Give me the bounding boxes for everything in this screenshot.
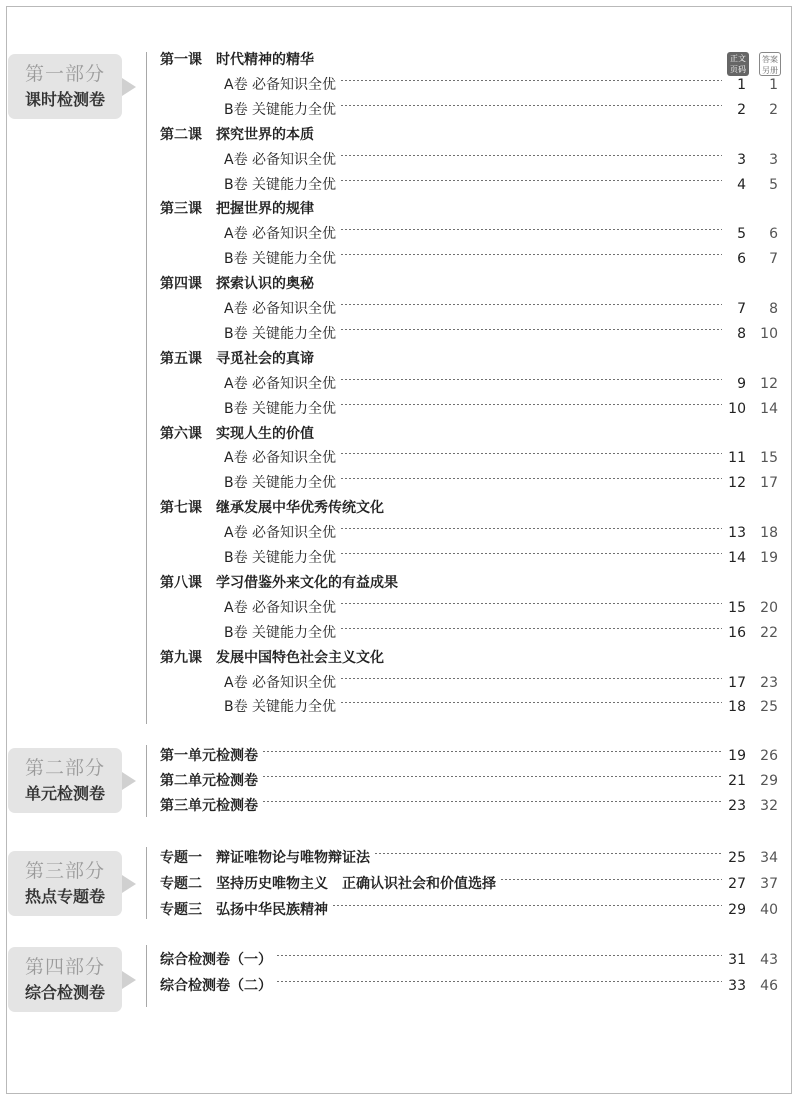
dot-leader: [340, 328, 722, 330]
part-label-4: [8, 947, 122, 1012]
toc-entry[interactable]: [160, 150, 782, 170]
toc-entry-label: A卷 必备知识全优: [224, 226, 337, 243]
dot-leader: [340, 627, 722, 629]
toc-entry[interactable]: [160, 950, 782, 970]
dot-leader: [374, 852, 722, 854]
part-arrow-icon: [122, 772, 136, 790]
dot-leader: [340, 179, 722, 181]
part-title: 第二部分: [24, 757, 105, 779]
toc-entry-label: 综合检测卷（二）: [160, 978, 272, 994]
toc-entry-label: A卷 必备知识全优: [224, 301, 337, 317]
page-number: 14: [728, 550, 746, 566]
toc-lesson-heading[interactable]: [160, 498, 782, 518]
answer-page-number: 32: [760, 798, 778, 814]
toc-entry-label: A卷 必备知识全优: [224, 76, 337, 93]
section-divider: [146, 945, 147, 1007]
toc-entry-label: B卷 关键能力全优: [224, 176, 337, 193]
dot-leader: [340, 527, 722, 529]
answer-page-number: 5: [769, 176, 778, 193]
page-number: 21: [728, 773, 746, 789]
toc-entry-label: A卷 必备知识全优: [224, 674, 337, 691]
answer-page-number: 22: [760, 624, 778, 641]
dot-leader: [332, 904, 722, 906]
page-number: 25: [728, 850, 746, 866]
dot-leader: [262, 800, 722, 802]
answer-page-number: 23: [760, 674, 778, 691]
dot-leader: [340, 253, 722, 255]
toc-entry[interactable]: [160, 224, 782, 244]
part-subtitle: 综合检测卷: [24, 983, 105, 1002]
answer-page-number: 18: [760, 525, 778, 542]
part-label-2: [8, 748, 122, 813]
answer-page-number: 2: [769, 101, 778, 118]
toc-entry-label: B卷 关键能力全优: [224, 699, 337, 716]
toc-entry-label: B卷 关键能力全优: [224, 101, 337, 118]
answer-page-number: 10: [760, 325, 778, 342]
toc-entry-label: A卷 必备知识全优: [224, 151, 337, 168]
page-number: 15: [728, 599, 746, 616]
answer-page-number: 14: [760, 400, 778, 417]
page-number: 12: [728, 475, 746, 492]
toc-entry[interactable]: [160, 976, 782, 996]
toc-entry[interactable]: [160, 623, 782, 643]
page-number: 6: [737, 251, 746, 268]
dot-leader: [262, 750, 722, 752]
toc-lesson-heading[interactable]: [160, 274, 782, 294]
page-number: 16: [728, 624, 746, 641]
page-number: 29: [728, 902, 746, 918]
answer-page-number: 37: [760, 876, 778, 892]
toc-lesson-heading[interactable]: [160, 50, 782, 70]
part-subtitle: 单元检测卷: [24, 784, 105, 803]
toc-entry[interactable]: [160, 771, 782, 791]
toc-entry[interactable]: [160, 100, 782, 120]
part-label-1: [8, 54, 122, 119]
answer-page-number: 17: [760, 475, 778, 492]
dot-leader: [276, 980, 722, 982]
toc-entry[interactable]: [160, 598, 782, 618]
toc-entry-label: B卷 关键能力全优: [224, 251, 337, 268]
answer-page-number: 46: [760, 978, 778, 994]
toc-entry[interactable]: [160, 399, 782, 419]
dot-leader: [340, 104, 722, 106]
toc-entry-label: B卷 关键能力全优: [224, 624, 337, 641]
toc-entry[interactable]: [160, 673, 782, 693]
toc-entry-label: 第七课 继承发展中华优秀传统文化: [160, 500, 384, 517]
answer-page-number: 7: [769, 251, 778, 268]
dot-leader: [340, 677, 722, 679]
toc-entry[interactable]: [160, 900, 782, 920]
toc-entry[interactable]: [160, 75, 782, 95]
toc-entry-label: 第五课 寻觅社会的真谛: [160, 350, 314, 367]
page-number: 13: [728, 525, 746, 542]
toc-entry-label: A卷 必备知识全优: [224, 525, 337, 542]
part-title: 第四部分: [24, 956, 105, 978]
page-number: 2: [737, 101, 746, 118]
toc-entry[interactable]: [160, 548, 782, 568]
dot-leader: [340, 403, 722, 405]
page-number: 31: [728, 952, 746, 968]
dot-leader: [340, 79, 722, 81]
part-subtitle: 课时检测卷: [24, 90, 105, 109]
page-number: 8: [737, 325, 746, 342]
toc-entry-label: 第二课 探究世界的本质: [160, 126, 314, 143]
page-number: 19: [728, 748, 746, 764]
toc-entry-label: A卷 必备知识全优: [224, 599, 337, 616]
answer-page-number: 40: [760, 902, 778, 918]
toc-entry-label: 第四课 探索认识的奥秘: [160, 276, 314, 293]
answer-page-number: 25: [760, 699, 778, 716]
toc-entry-label: 综合检测卷（一）: [160, 952, 272, 968]
section-divider: [146, 52, 147, 724]
toc-entry-label: 第一课 时代精神的精华: [160, 52, 314, 68]
toc-entry-label: 第八课 学习借鉴外来文化的有益成果: [160, 574, 398, 591]
page-number: 4: [737, 176, 746, 193]
answer-page-number: 12: [760, 375, 778, 392]
dot-leader: [262, 775, 722, 777]
answer-page-number: 3: [769, 151, 778, 168]
page-number: 27: [728, 876, 746, 892]
toc-entry[interactable]: [160, 796, 782, 816]
toc-entry-label: 第二单元检测卷: [160, 773, 258, 789]
dot-leader: [340, 303, 722, 305]
toc-entry[interactable]: [160, 324, 782, 344]
answer-page-number: 43: [760, 952, 778, 968]
toc-entry[interactable]: [160, 448, 782, 468]
part-arrow-icon: [122, 971, 136, 989]
answer-page-number: 34: [760, 850, 778, 866]
dot-leader: [276, 954, 722, 956]
part-arrow-icon: [122, 875, 136, 893]
part-label-3: [8, 851, 122, 916]
answer-page-number: 19: [760, 550, 778, 566]
toc-entry-label: 第三单元检测卷: [160, 798, 258, 814]
part-arrow-icon: [122, 78, 136, 96]
dot-leader: [340, 602, 722, 604]
dot-leader: [340, 228, 722, 230]
dot-leader: [340, 154, 722, 156]
page-number-column-header: 正文 页码: [727, 52, 749, 76]
toc-lesson-heading[interactable]: [160, 424, 782, 444]
answer-page-number: 8: [769, 301, 778, 317]
page-number: 23: [728, 798, 746, 814]
toc-entry-label: 第三课 把握世界的规律: [160, 201, 314, 218]
dot-leader: [340, 552, 722, 554]
page-number: 18: [728, 699, 746, 716]
toc-lesson-heading[interactable]: [160, 199, 782, 219]
page-number: 11: [728, 450, 746, 467]
answer-page-number: 20: [760, 599, 778, 616]
page-number: 5: [737, 226, 746, 243]
toc-entry-label: 专题二 坚持历史唯物主义 正确认识社会和价值选择: [160, 876, 496, 892]
page-number: 3: [737, 151, 746, 168]
page-number: 33: [728, 978, 746, 994]
toc-entry-label: B卷 关键能力全优: [224, 550, 337, 566]
part-subtitle: 热点专题卷: [24, 887, 105, 906]
toc-entry[interactable]: [160, 874, 782, 894]
toc-lesson-heading[interactable]: [160, 349, 782, 369]
dot-leader: [340, 378, 722, 380]
toc-entry-label: A卷 必备知识全优: [224, 375, 337, 392]
toc-entry[interactable]: [160, 523, 782, 543]
toc-lesson-heading[interactable]: [160, 648, 782, 668]
answer-page-number: 29: [760, 773, 778, 789]
answer-page-number: 26: [760, 748, 778, 764]
toc-entry-label: B卷 关键能力全优: [224, 400, 337, 417]
dot-leader: [340, 477, 722, 479]
dot-leader: [340, 452, 722, 454]
part-title: 第三部分: [24, 860, 105, 882]
toc-entry[interactable]: [160, 697, 782, 717]
part-title: 第一部分: [24, 63, 105, 85]
toc-entry-label: 专题三 弘扬中华民族精神: [160, 902, 328, 918]
page-number: 17: [728, 674, 746, 691]
answer-page-number: 15: [760, 450, 778, 467]
toc-entry[interactable]: [160, 374, 782, 394]
section-divider: [146, 847, 147, 919]
toc-entry[interactable]: [160, 473, 782, 493]
toc-entry-label: A卷 必备知识全优: [224, 450, 337, 467]
toc-entry[interactable]: [160, 249, 782, 269]
toc-entry[interactable]: [160, 746, 782, 766]
toc-entry[interactable]: [160, 175, 782, 195]
page-number: 10: [728, 400, 746, 417]
toc-entry-label: B卷 关键能力全优: [224, 475, 337, 492]
toc-lesson-heading[interactable]: [160, 125, 782, 145]
toc-entry-label: 第一单元检测卷: [160, 748, 258, 764]
toc-entry-label: 第六课 实现人生的价值: [160, 425, 314, 442]
answer-page-number: 6: [769, 226, 778, 243]
dot-leader: [340, 701, 722, 703]
page-number: 1: [737, 76, 746, 93]
toc-entry-label: 专题一 辩证唯物论与唯物辩证法: [160, 850, 370, 866]
answer-page-number: 1: [769, 76, 778, 93]
toc-lesson-heading[interactable]: [160, 573, 782, 593]
toc-entry-label: 第九课 发展中国特色社会主义文化: [160, 649, 384, 666]
page-number: 9: [737, 375, 746, 392]
toc-entry[interactable]: [160, 848, 782, 868]
section-divider: [146, 745, 147, 817]
answer-column-header: 答案 另册: [759, 52, 781, 76]
page-number: 7: [737, 301, 746, 317]
toc-entry[interactable]: [160, 299, 782, 319]
toc-entry-label: B卷 关键能力全优: [224, 325, 337, 342]
dot-leader: [500, 878, 722, 880]
